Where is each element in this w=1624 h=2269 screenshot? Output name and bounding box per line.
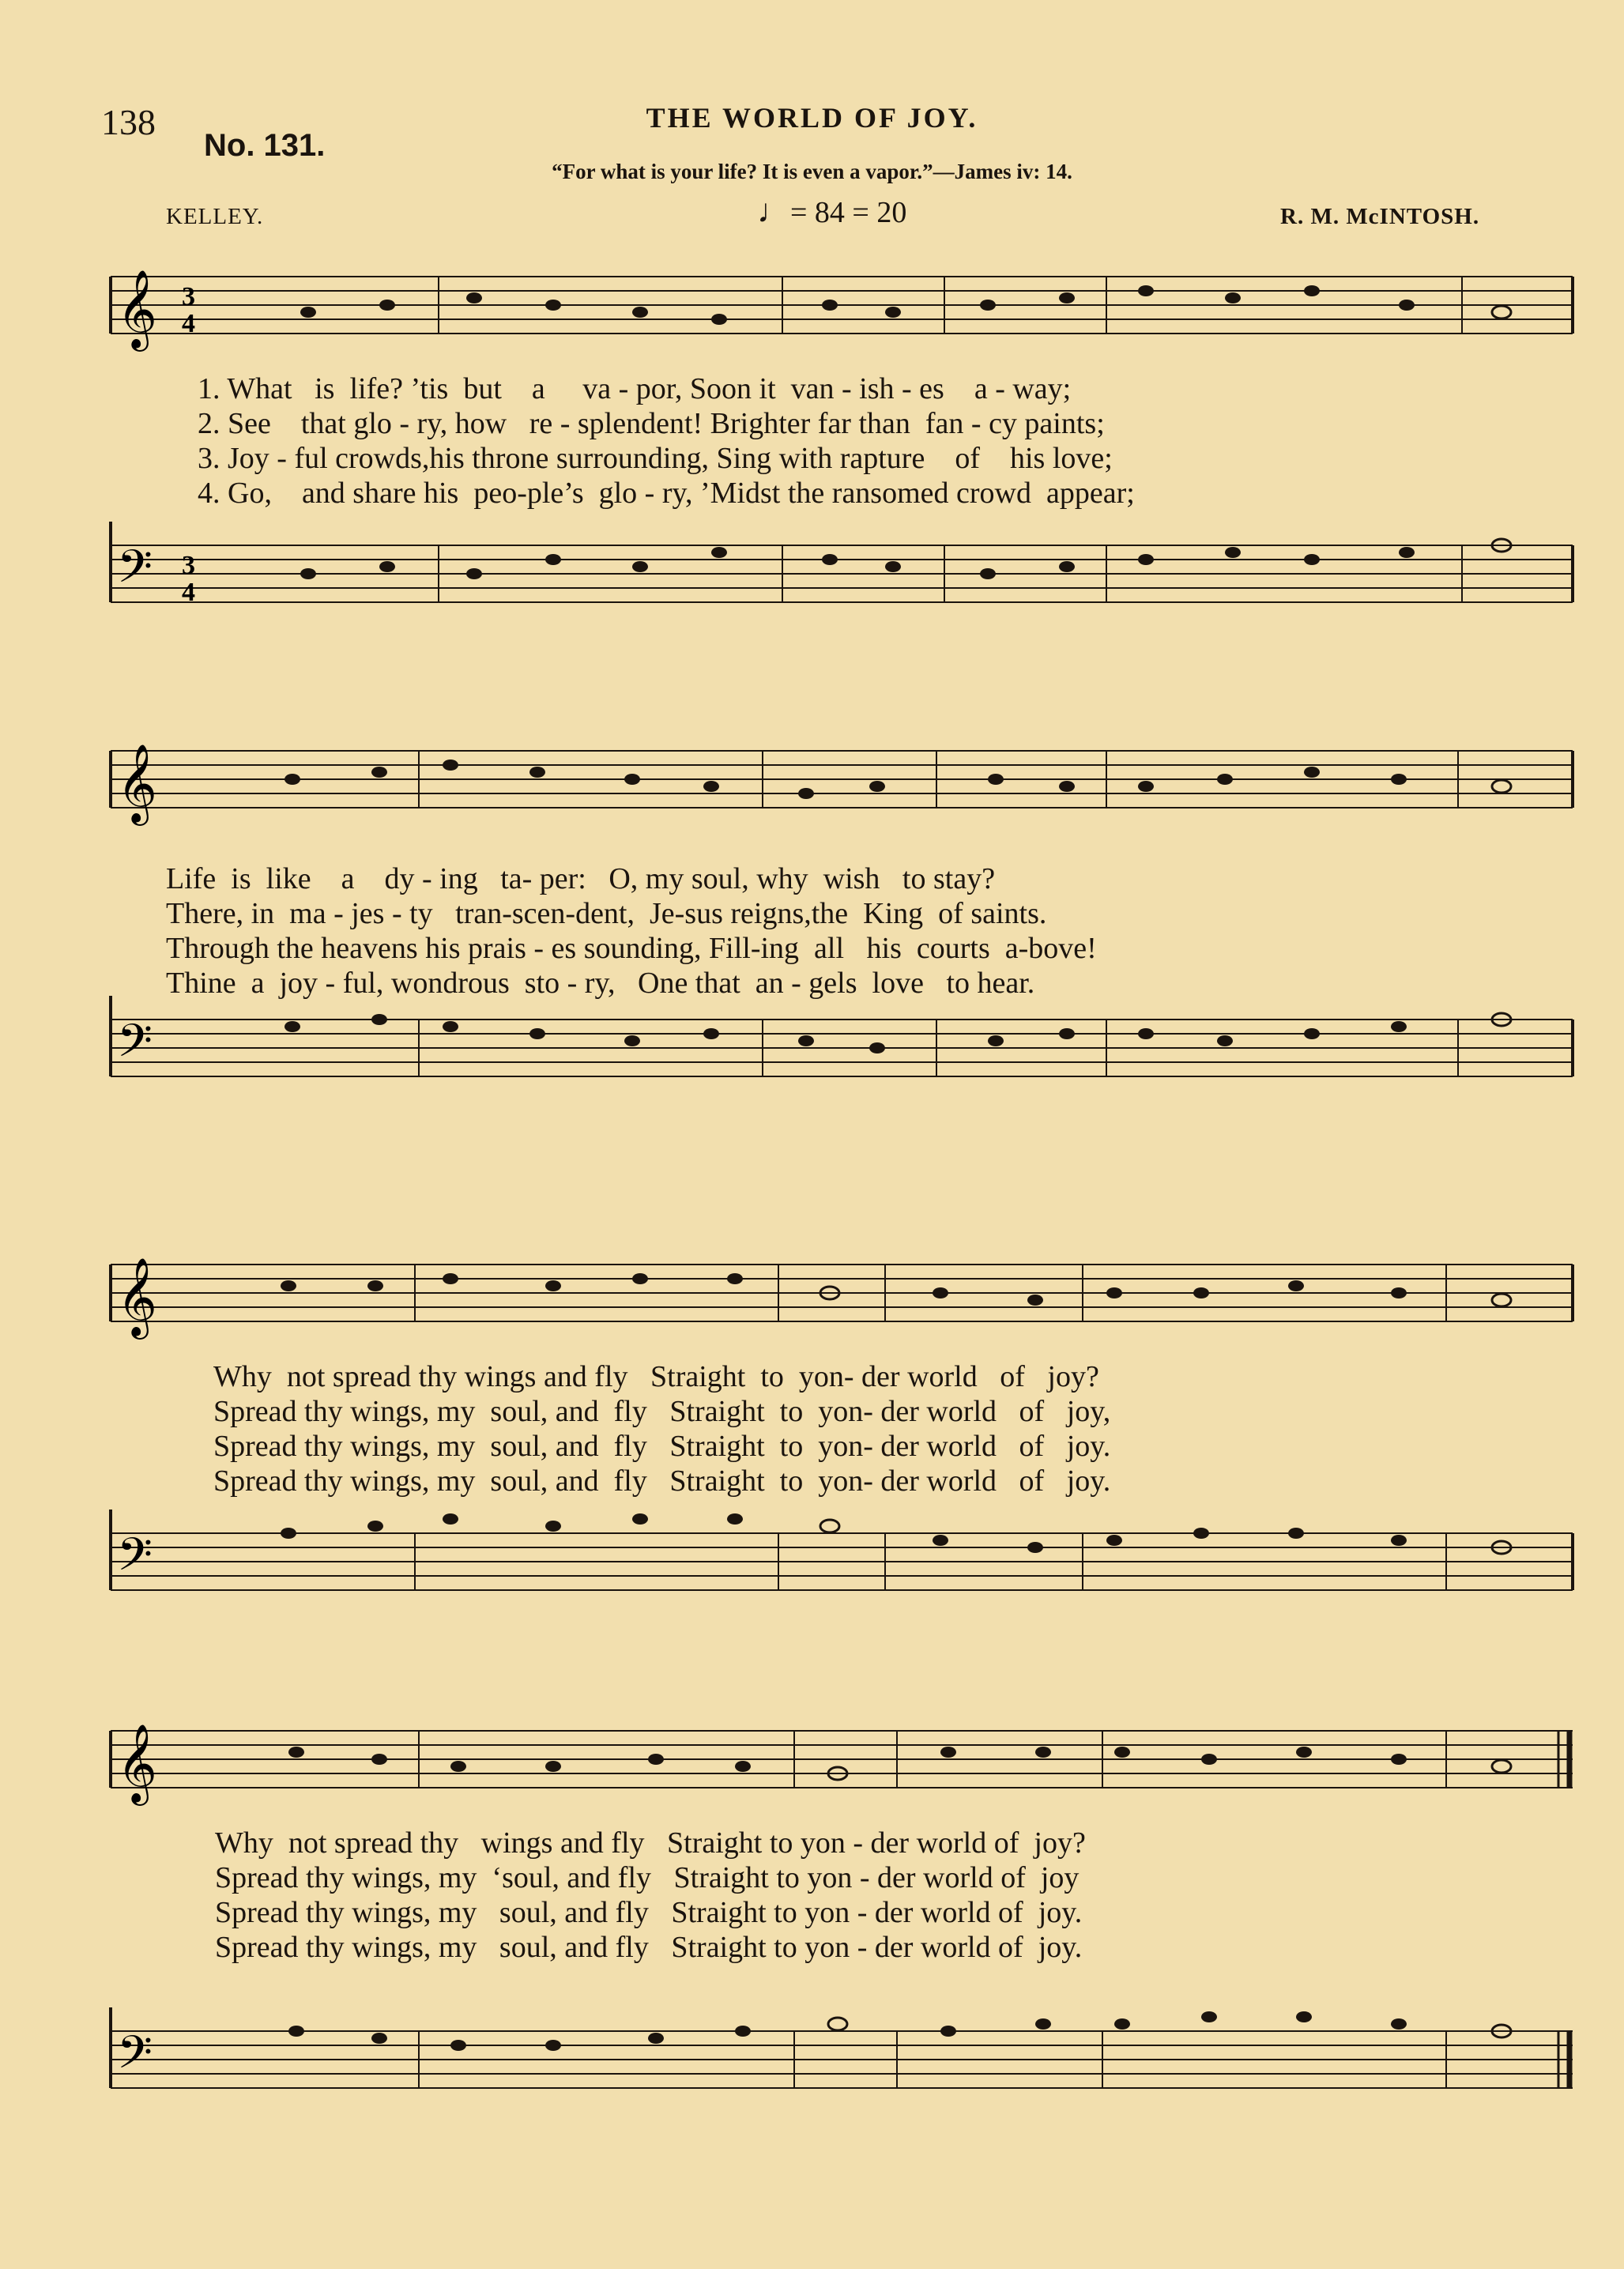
- lyric-verse-4: 4. Go, and share his peo-ple’s glo - ry, ’Midst the ransomed crowd appear;: [198, 477, 1135, 510]
- bass-clef-icon: 𝄢: [117, 1014, 153, 1079]
- lyrics-block-1: [198, 371, 1577, 511]
- treble-staff-2: [0, 727, 1624, 846]
- svg-text:3: 3: [182, 551, 195, 580]
- treble-clef-icon: 𝄞: [117, 744, 157, 823]
- bass-clef-icon: 𝄢: [117, 2026, 153, 2090]
- treble-clef-icon: 𝄞: [117, 269, 157, 349]
- music-system-4: [0, 1691, 1624, 2165]
- bass-staff-3: [0, 1510, 1624, 1636]
- bass-staff-1: [0, 522, 1624, 648]
- music-system-2: [0, 711, 1624, 1122]
- lyrics-block-3: [213, 1359, 1577, 1498]
- svg-text:4: 4: [182, 578, 195, 607]
- treble-staff-1: [0, 253, 1624, 371]
- composer-credit: R. M. McINTOSH.: [1280, 204, 1480, 229]
- treble-staff-4: [0, 1707, 1624, 1826]
- svg-text:3: 3: [182, 282, 195, 311]
- lyric-verse-1: Life is like a dy - ing ta- per: O, my soul, why wish to stay?: [166, 862, 996, 895]
- lyric-verse-2: 2. See that glo - ry, how re - splendent! Brighter far than fan - cy paints;: [198, 407, 1105, 440]
- lyrics-block-2: [166, 861, 1577, 1001]
- lyric-verse-4: Thine a joy - ful, wondrous sto - ry, One that an - gels love to hear.: [166, 967, 1035, 1000]
- lyric-verse-1: 1. What is life? ’tis but a va - por, Soon it van - ish - es a - way;: [198, 372, 1072, 405]
- music-system-3: [0, 1225, 1624, 1636]
- lyric-verse-3: Spread thy wings, my soul, and fly Straight to yon - der world of joy.: [215, 1896, 1083, 1929]
- treble-clef-icon: 𝄞: [117, 1257, 157, 1336]
- lyric-verse-2: There, in ma - jes - ty tran-scen-dent, Je-sus reigns,the King of saints.: [166, 897, 1047, 930]
- svg-text:4: 4: [182, 309, 195, 338]
- lyric-verse-2: Spread thy wings, my soul, and fly Straight to yon- der world of joy,: [213, 1395, 1111, 1428]
- lyric-verse-4: Spread thy wings, my soul, and fly Straight to yon- der world of joy.: [213, 1464, 1111, 1498]
- bass-clef-icon: 𝄢: [117, 1528, 153, 1592]
- lyric-verse-4: Spread thy wings, my soul, and fly Straight to yon - der world of joy.: [215, 1931, 1083, 1964]
- lyrics-block-4: [215, 1826, 1577, 1965]
- lyric-verse-1: Why not spread thy wings and fly Straight to yon - der world of joy?: [215, 1826, 1086, 1860]
- hymn-title: THE WORLD OF JOY.: [646, 102, 978, 134]
- page-number: 138: [101, 102, 156, 142]
- lyric-verse-1: Why not spread thy wings and fly Straight to yon- der world of joy?: [213, 1360, 1099, 1393]
- tempo-value: = 84 = 20: [790, 196, 907, 229]
- lyricist-credit: KELLEY.: [166, 204, 264, 229]
- epigraph: “For what is your life? It is even a vapor.”—James iv: 14.: [552, 160, 1072, 183]
- hymn-number: No. 131.: [204, 128, 326, 163]
- lyric-verse-3: 3. Joy - ful crowds,his throne surrounding, Sing with rapture of his love;: [198, 442, 1113, 475]
- music-system-1: [0, 237, 1624, 648]
- tempo-marking: [757, 193, 906, 231]
- bass-staff-4: [0, 2007, 1624, 2142]
- bass-staff-2: [0, 996, 1624, 1122]
- lyric-verse-3: Spread thy wings, my soul, and fly Straight to yon- der world of joy.: [213, 1430, 1111, 1463]
- bass-clef-icon: 𝄢: [117, 540, 153, 605]
- quarter-note-icon: ♩: [757, 194, 790, 230]
- lyric-verse-2: Spread thy wings, my ‘soul, and fly Straight to yon - der world of joy: [215, 1861, 1080, 1894]
- lyric-verse-3: Through the heavens his prais - es sounding, Fill-ing all his courts a-bove!: [166, 932, 1097, 965]
- treble-staff-3: [0, 1241, 1624, 1359]
- treble-clef-icon: 𝄞: [117, 1724, 157, 1803]
